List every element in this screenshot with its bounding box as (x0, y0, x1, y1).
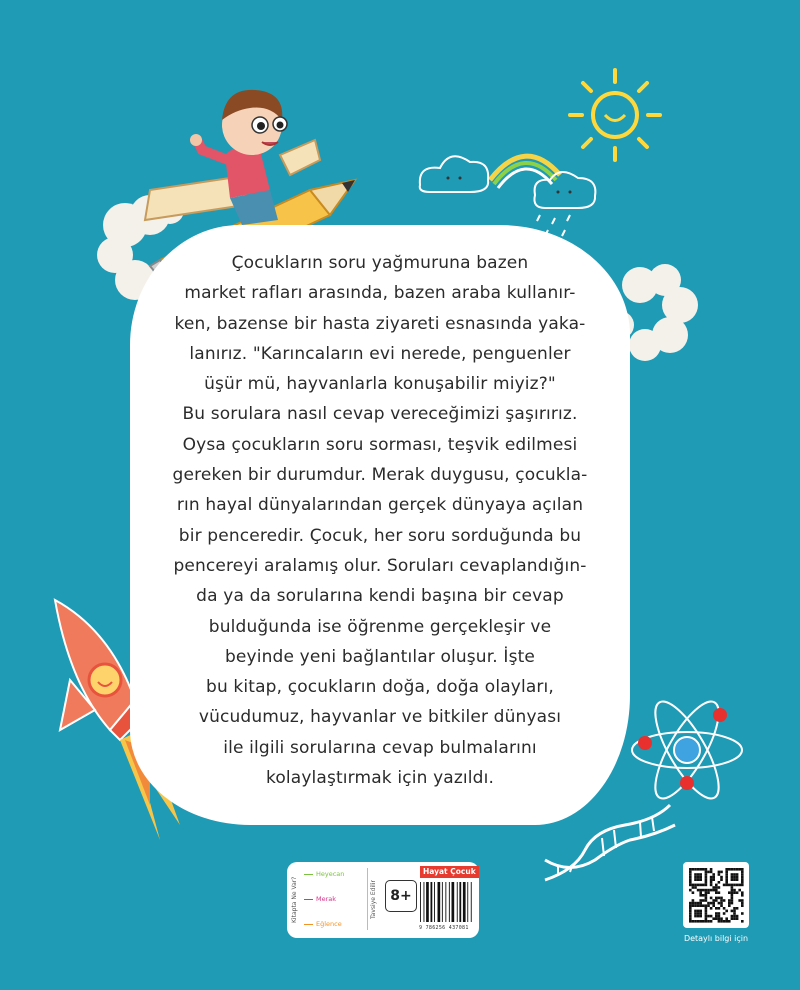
qr-module (699, 891, 702, 894)
qr-module (723, 920, 726, 923)
isbn-number: 9 786256 437081 (419, 925, 469, 931)
qr-module (736, 873, 739, 876)
barcode-bar (457, 882, 458, 922)
blurb-line: lanırız. "Karıncaların evi nerede, penguenler (189, 343, 571, 364)
blurb-line: da ya da sorularına kendi başına bir cevap (196, 586, 564, 607)
barcode-bar (449, 882, 450, 922)
qr-module (720, 878, 723, 881)
feature-label: Heyecan (316, 870, 345, 878)
qr-module (710, 884, 713, 887)
barcode-bar (467, 882, 468, 922)
qr-module (689, 915, 692, 918)
barcode-bar (438, 882, 441, 922)
blurb-line: market rafları arasında, bazen araba kullanır- (184, 283, 576, 304)
qr-module (710, 868, 713, 871)
qr-module (702, 899, 705, 902)
qr-module (733, 884, 736, 887)
qr-module (718, 871, 721, 874)
qr-module (694, 886, 697, 889)
qr-module (705, 907, 708, 910)
qr-module (741, 868, 744, 871)
back-cover-blurb (140, 248, 620, 793)
qr-module (741, 871, 744, 874)
qr-module (697, 878, 700, 881)
qr-module (736, 868, 739, 871)
qr-module (731, 917, 734, 920)
qr-module (738, 899, 741, 902)
blurb-line: bu kitap, çocukların doğa, doğa olayları, (206, 677, 554, 698)
qr-module (741, 891, 744, 894)
qr-module (699, 904, 702, 907)
qr-module (705, 894, 708, 897)
feature-merak (304, 895, 336, 903)
blurb-line: kolaylaştırmak için yazıldı. (265, 768, 495, 789)
qr-module (725, 871, 728, 874)
qr-module (715, 889, 718, 892)
barcode (419, 882, 475, 926)
qr-module (699, 868, 702, 871)
qr-module (731, 891, 734, 894)
qr-module (715, 912, 718, 915)
qr-module (699, 899, 702, 902)
qr-module (710, 907, 713, 910)
qr-module (738, 884, 741, 887)
qr-module (689, 910, 692, 913)
qr-module (738, 868, 741, 871)
qr-module (697, 884, 700, 887)
qr-module (725, 917, 728, 920)
qr-module (731, 915, 734, 918)
qr-module (733, 907, 736, 910)
qr-module (689, 873, 692, 876)
qr-module (733, 873, 736, 876)
qr-module (741, 878, 744, 881)
qr-code-graphic (683, 862, 749, 928)
qr-module (718, 886, 721, 889)
barcode-bar (445, 882, 446, 922)
qr-module (699, 910, 702, 913)
qr-module (705, 873, 708, 876)
qr-module (699, 878, 702, 881)
qr-module (705, 915, 708, 918)
qr-module (736, 917, 739, 920)
qr-module (728, 902, 731, 905)
qr-module (728, 868, 731, 871)
qr-module (712, 876, 715, 879)
qr-module (712, 878, 715, 881)
qr-module (692, 904, 695, 907)
qr-module (694, 920, 697, 923)
feature-dash (304, 874, 313, 875)
qr-module (697, 912, 700, 915)
qr-module (738, 889, 741, 892)
qr-module (718, 915, 721, 918)
qr-module (718, 917, 721, 920)
qr-module (710, 920, 713, 923)
qr-module (731, 868, 734, 871)
qr-module (718, 920, 721, 923)
qr-module (705, 891, 708, 894)
qr-module (718, 873, 721, 876)
qr-module (720, 899, 723, 902)
qr-module (725, 910, 728, 913)
barcode-bar (434, 882, 435, 922)
qr-module (710, 871, 713, 874)
qr-module (705, 910, 708, 913)
qr-module (723, 912, 726, 915)
qr-module (705, 920, 708, 923)
qr-module (720, 920, 723, 923)
qr-module (689, 904, 692, 907)
barcode-bar (471, 882, 472, 922)
qr-module (689, 920, 692, 923)
qr-module (728, 904, 731, 907)
qr-module (707, 902, 710, 905)
qr-module (694, 910, 697, 913)
qr-module (723, 899, 726, 902)
qr-module (741, 894, 744, 897)
qr-module (705, 904, 708, 907)
qr-module (712, 917, 715, 920)
qr-module (712, 902, 715, 905)
blurb-line: üşür mü, hayvanlarla konuşabilir miyiz?" (204, 374, 556, 395)
qr-module (689, 878, 692, 881)
qr-module (705, 871, 708, 874)
qr-module (720, 871, 723, 874)
qr-module (736, 891, 739, 894)
qr-module (705, 881, 708, 884)
qr-module (694, 868, 697, 871)
qr-module (707, 871, 710, 874)
qr-module (705, 878, 708, 881)
qr-module (712, 886, 715, 889)
qr-module (707, 889, 710, 892)
qr-module (692, 891, 695, 894)
feature-eglence (304, 920, 342, 928)
qr-module (718, 912, 721, 915)
qr-module (705, 899, 708, 902)
qr-module (720, 902, 723, 905)
qr-module (728, 899, 731, 902)
qr-module (736, 876, 739, 879)
qr-module (699, 873, 702, 876)
qr-module (705, 912, 708, 915)
qr-module (699, 889, 702, 892)
qr-module (720, 904, 723, 907)
qr-module (712, 889, 715, 892)
qr-code (683, 862, 749, 928)
qr-module (694, 904, 697, 907)
qr-module (715, 907, 718, 910)
qr-module (699, 902, 702, 905)
qr-module (692, 899, 695, 902)
qr-module (697, 876, 700, 879)
qr-module (699, 894, 702, 897)
qr-module (705, 917, 708, 920)
qr-module (741, 881, 744, 884)
qr-module (702, 868, 705, 871)
qr-module (718, 902, 721, 905)
qr-module (720, 876, 723, 879)
qr-module (728, 884, 731, 887)
qr-module (702, 894, 705, 897)
qr-module (707, 891, 710, 894)
qr-module (705, 876, 708, 879)
qr-module (741, 920, 744, 923)
qr-module (697, 920, 700, 923)
qr-module (689, 881, 692, 884)
qr-module (689, 912, 692, 915)
qr-module (731, 889, 734, 892)
qr-module (689, 868, 692, 871)
blurb-line: rın hayal dünyalarından gerçek dünyaya açılan (176, 495, 584, 516)
qr-module (715, 884, 718, 887)
qr-module (710, 902, 713, 905)
barcode-bar (442, 882, 443, 922)
qr-module (725, 881, 728, 884)
qr-module (741, 912, 744, 915)
qr-module (710, 897, 713, 900)
barcode-bar (426, 882, 429, 922)
qr-module (702, 904, 705, 907)
feature-dash (304, 899, 313, 900)
qr-module (692, 902, 695, 905)
qr-module (731, 902, 734, 905)
qr-module (731, 899, 734, 902)
qr-module (741, 902, 744, 905)
qr-module (731, 894, 734, 897)
qr-caption: Detaylı bilgi için (683, 934, 749, 943)
feature-label: Eğlence (316, 920, 342, 928)
qr-module (712, 873, 715, 876)
qr-module (697, 868, 700, 871)
qr-module (728, 891, 731, 894)
qr-module (699, 876, 702, 879)
qr-module (694, 902, 697, 905)
age-rating-badge: 8+ (385, 880, 417, 912)
qr-module (725, 876, 728, 879)
qr-module (707, 920, 710, 923)
qr-module (697, 910, 700, 913)
feature-dash (304, 924, 313, 925)
qr-module (741, 899, 744, 902)
qr-module (710, 889, 713, 892)
qr-module (736, 884, 739, 887)
qr-module (694, 878, 697, 881)
qr-module (697, 902, 700, 905)
qr-module (731, 884, 734, 887)
qr-module (733, 878, 736, 881)
kitapta-ne-var-label: Kitapta Ne Var? (291, 876, 298, 924)
feature-heyecan (304, 870, 344, 878)
qr-module (705, 868, 708, 871)
qr-module (694, 873, 697, 876)
qr-module (710, 881, 713, 884)
qr-module (707, 904, 710, 907)
qr-module (705, 884, 708, 887)
qr-module (741, 904, 744, 907)
qr-module (699, 912, 702, 915)
qr-module (718, 881, 721, 884)
qr-module (736, 878, 739, 881)
qr-module (689, 884, 692, 887)
barcode-bar (459, 882, 461, 922)
barcode-bar (452, 882, 455, 922)
qr-module (741, 876, 744, 879)
qr-module (733, 917, 736, 920)
qr-module (692, 884, 695, 887)
atom-illustration (625, 695, 750, 805)
qr-module (725, 884, 728, 887)
blurb-line: ile ilgili sorularına cevap bulmalarını (223, 737, 537, 758)
qr-module (733, 912, 736, 915)
qr-module (707, 915, 710, 918)
qr-module (710, 876, 713, 879)
qr-module (731, 910, 734, 913)
qr-module (733, 915, 736, 918)
qr-module (715, 917, 718, 920)
qr-module (699, 920, 702, 923)
qr-module (718, 907, 721, 910)
qr-module (697, 889, 700, 892)
qr-module (699, 915, 702, 918)
qr-module (702, 920, 705, 923)
qr-module (733, 910, 736, 913)
barcode-bar (463, 882, 466, 922)
blurb-line: Oysa çocukların soru sorması, teşvik edilmesi (182, 434, 578, 455)
blurb-line: beyinde yeni bağlantılar oluşur. İşte (224, 646, 536, 667)
qr-module (736, 907, 739, 910)
qr-module (712, 899, 715, 902)
qr-module (689, 889, 692, 892)
qr-module (689, 907, 692, 910)
qr-module (725, 868, 728, 871)
sun-illustration (560, 60, 670, 170)
blurb-line: Bu sorulara nasıl cevap vereceğimizi şaşırırız. (182, 404, 578, 425)
qr-module (718, 897, 721, 900)
qr-module (731, 897, 734, 900)
qr-module (702, 884, 705, 887)
qr-module (710, 878, 713, 881)
qr-module (728, 920, 731, 923)
qr-module (731, 878, 734, 881)
qr-module (705, 897, 708, 900)
qr-module (697, 915, 700, 918)
publisher-logo: Hayat Çocuk (420, 866, 479, 878)
qr-module (723, 907, 726, 910)
qr-module (694, 915, 697, 918)
qr-module (733, 891, 736, 894)
qr-module (725, 920, 728, 923)
divider (367, 868, 368, 930)
barcode-bar (431, 882, 433, 922)
feature-label: Merak (316, 895, 337, 903)
qr-module (694, 912, 697, 915)
qr-module (736, 915, 739, 918)
qr-module (689, 902, 692, 905)
qr-module (702, 889, 705, 892)
blurb-line: Çocukların soru yağmuruna bazen (231, 253, 529, 273)
qr-module (712, 904, 715, 907)
qr-module (741, 873, 744, 876)
barcode-bar (420, 882, 421, 922)
blurb-line: ken, bazense bir hasta ziyareti esnasında yaka- (174, 313, 586, 334)
qr-module (715, 899, 718, 902)
qr-module (694, 876, 697, 879)
qr-module (725, 878, 728, 881)
blurb-line: bir penceredir. Çocuk, her soru sorduğunda bu (178, 525, 582, 546)
qr-module (692, 868, 695, 871)
qr-module (720, 897, 723, 900)
blurb-line: vücudumuz, hayvanlar ve bitkiler dünyası (198, 707, 562, 728)
blurb-line: bulduğunda ise öğrenme gerçekleşir ve (208, 616, 552, 637)
qr-module (715, 915, 718, 918)
qr-module (715, 891, 718, 894)
qr-module (725, 873, 728, 876)
qr-module (689, 917, 692, 920)
qr-module (699, 884, 702, 887)
qr-module (694, 884, 697, 887)
qr-module (731, 873, 734, 876)
qr-module (718, 891, 721, 894)
qr-module (705, 889, 708, 892)
blurb-line: gereken bir durumdur. Merak duygusu, çocukla- (172, 465, 588, 486)
qr-module (715, 886, 718, 889)
barcode-bar (424, 882, 425, 922)
qr-module (723, 884, 726, 887)
qr-module (697, 873, 700, 876)
qr-module (733, 889, 736, 892)
qr-module (731, 886, 734, 889)
qr-module (715, 897, 718, 900)
qr-module (731, 876, 734, 879)
qr-module (689, 871, 692, 874)
qr-module (689, 876, 692, 879)
qr-module (692, 920, 695, 923)
qr-module (741, 884, 744, 887)
age-label: Tavsiye Edilir (370, 880, 377, 920)
qr-module (710, 915, 713, 918)
blurb-line: pencereyi aralamış olur. Soruları cevaplandığın- (173, 555, 587, 576)
qr-module (692, 886, 695, 889)
qr-module (720, 917, 723, 920)
qr-module (733, 876, 736, 879)
qr-module (697, 904, 700, 907)
qr-module (733, 868, 736, 871)
